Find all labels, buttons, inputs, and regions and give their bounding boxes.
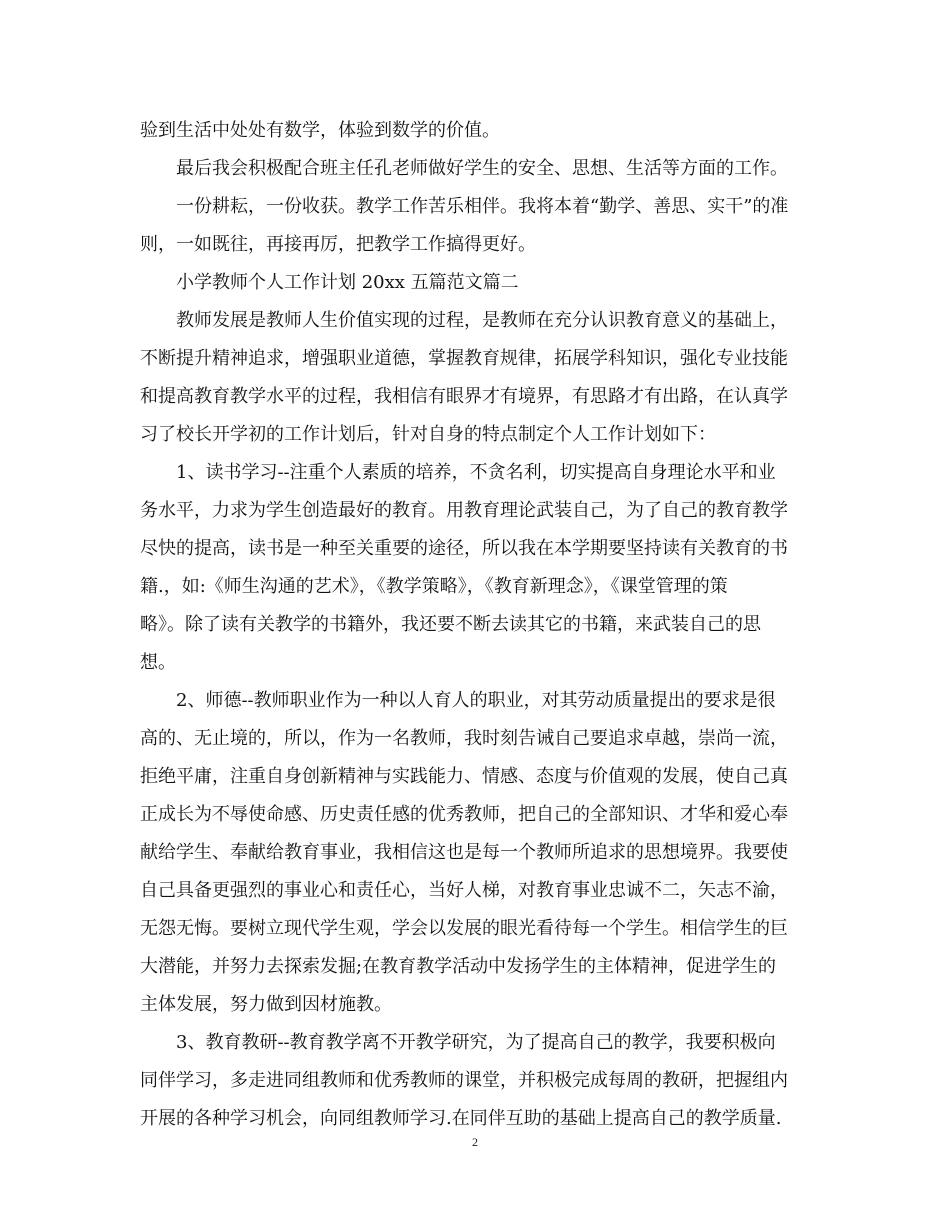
text-line: 略》。除了读有关教学的书籍外，我还要不断去读其它的书籍，来武装自己的思 — [140, 614, 761, 635]
text-line: 一份耕耘，一份收获。教学工作苦乐相伴。我将本着“勤学、善思、实干”的准 — [176, 196, 789, 217]
page-number: 2 — [472, 1135, 478, 1149]
text-line: 尽快的提高，读书是一种至关重要的途径，所以我在本学期要坚持读有关教育的书 — [140, 538, 788, 559]
text-line: 无怨无悔。要树立现代学生观，学会以发展的眼光看待每一个学生。相信学生的巨 — [140, 918, 788, 939]
text-line: 开展的各种学习机会，向同组教师学习.在同伴互助的基础上提高自己的教学质量. — [140, 1108, 782, 1129]
text-line: 验到生活中处处有数学，体验到数学的价值。 — [140, 120, 500, 141]
text-line: 献给学生、奉献给教育事业，我相信这也是每一个教师所追求的思想境界。我要使 — [140, 842, 788, 863]
text-line: 和提高教育教学水平的过程，我相信有眼界才有境界，有思路才有出路，在认真学 — [140, 386, 788, 407]
text-line: 习了校长开学初的工作计划后，针对自身的特点制定个人工作计划如下： — [140, 424, 716, 445]
text-line: 自己具备更强烈的事业心和责任心，当好人梯，对教育事业忠诚不二，矢志不渝， — [140, 880, 788, 901]
section-heading: 小学教师个人工作计划 20xx 五篇范文篇二 — [176, 272, 519, 293]
text-line: 籍.，如:《师生沟通的艺术》，《教学策略》，《教育新理念》，《课堂管理的策 — [140, 576, 728, 597]
text-line: 正成长为不辱使命感、历史责任感的优秀教师，把自己的全部知识、才华和爱心奉 — [140, 804, 788, 825]
text-line: 主体发展，努力做到因材施教。 — [140, 994, 392, 1015]
text-line: 最后我会积极配合班主任孔老师做好学生的安全、思想、生活等方面的工作。 — [176, 158, 788, 179]
text-line: 高的、无止境的，所以，作为一名教师，我时刻告诫自己要追求卓越，崇尚一流， — [140, 728, 788, 749]
text-line: 1、读书学习--注重个人素质的培养，不贪名利，切实提高自身理论水平和业 — [176, 462, 776, 483]
text-line: 3、教育教研--教育教学离不开教学研究，为了提高自己的教学，我要积极向 — [176, 1032, 776, 1053]
text-line: 不断提升精神追求，增强职业道德，掌握教育规律，拓展学科知识，强化专业技能 — [140, 348, 788, 369]
text-line: 教师发展是教师人生价值实现的过程，是教师在充分认识教育意义的基础上， — [176, 310, 788, 331]
text-line: 拒绝平庸，注重自身创新精神与实践能力、情感、态度与价值观的发展，使自己真 — [140, 766, 788, 787]
text-line: 务水平，力求为学生创造最好的教育。用教育理论武装自己，为了自己的教育教学 — [140, 500, 788, 521]
text-line: 同伴学习，多走进同组教师和优秀教师的课堂，并积极完成每周的教研，把握组内 — [140, 1070, 788, 1091]
text-line: 2、师德--教师职业作为一种以人育人的职业，对其劳动质量提出的要求是很 — [176, 690, 776, 711]
text-line: 大潜能，并努力去探索发掘;在教育教学活动中发扬学生的主体精神，促进学生的 — [140, 956, 777, 977]
text-line: 想。 — [140, 652, 176, 673]
text-line: 则，一如既往，再接再厉，把教学工作搞得更好。 — [140, 234, 536, 255]
